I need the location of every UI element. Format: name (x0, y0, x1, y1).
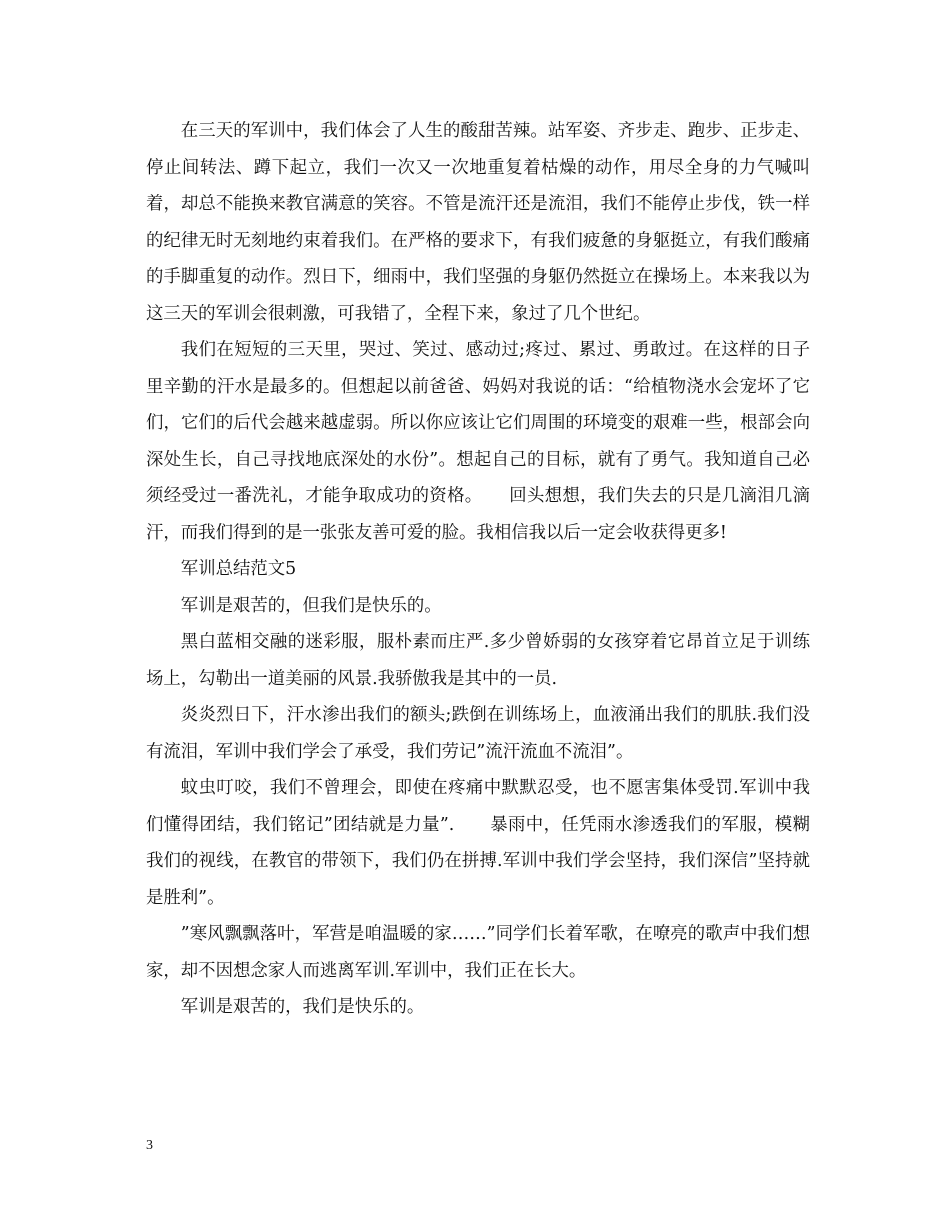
section-heading: 军训总结范文5 (180, 559, 297, 579)
paragraph-5: 炎炎烈日下，汗水渗出我们的额头;跌倒在训练场上，血液涌出我们的肌肤.我们没有流泪，军训中我们学会了承受，我们劳记”流汗流血不流泪”。 (146, 705, 810, 762)
paragraph-1: 在三天的军训中，我们体会了人生的酸甜苦辣。站军姿、齐步走、跑步、正步走、停止间转法、蹲下起立，我们一次又一次地重复着枯燥的动作，用尽全身的力气喊叫着，却总不能换来教官满意的笑容。不管是流汗还是流泪，我们不能停止步伐，铁一样的纪律无时无刻地约束着我们。在严格的要求下，有我们疲惫的身躯挺立，有我们酸痛的手脚重复的动作。烈日下，细雨中，我们坚强的身躯仍然挺立在操场上。本来我以为这三天的军训会很刺激，可我错了，全程下来，象过了几个世纪。 (146, 121, 810, 324)
paragraph-3: 军训是艰苦的，但我们是快乐的。 (180, 595, 442, 616)
paragraph-4: 黑白蓝相交融的迷彩服，服朴素而庄严.多少曾娇弱的女孩穿着它昂首立足于训练场上，勾勒出一道美丽的风景.我骄傲我是其中的一员. (146, 632, 810, 689)
paragraph-2: 我们在短短的三天里，哭过、笑过、感动过;疼过、累过、勇敢过。在这样的日子里辛勤的汗水是最多的。但想起以前爸爸、妈妈对我说的话：“给植物浇水会宠坏了它们，它们的后代会越来越虚弱。所以你应该让它们周围的环境变的艰难一些，根部会向深处生长，自己寻找地底深处的水份”。想起自己的目标，就有了勇气。我知道自己必须经受过一番洗礼，才能争取成功的资格。 回头想想，我们失去的只是几滴泪几滴汗，而我们得到的是一张张友善可爱的脸。我相信我以后一定会收获得更多! (146, 340, 810, 543)
document-body (146, 113, 810, 1026)
paragraph-7: ”寒风飘飘落叶，军营是咱温暖的家……”同学们长着军歌，在嘹亮的歌声中我们想家，却不因想念家人而逃离军训.军训中，我们正在长大。 (146, 924, 810, 981)
page-number: 3 (146, 1138, 153, 1153)
paragraph-8: 军训是艰苦的，我们是快乐的。 (180, 997, 425, 1017)
paragraph-6: 蚊虫叮咬，我们不曾理会，即使在疼痛中默默忍受，也不愿害集体受罚.军训中我们懂得团结，我们铭记”团结就是力量”. 暴雨中，任凭雨水渗透我们的军服，模糊我们的视线，在教官的带领下，我们仍在拼搏.军训中我们学会坚持，我们深信”坚持就是胜利”。 (146, 778, 810, 908)
